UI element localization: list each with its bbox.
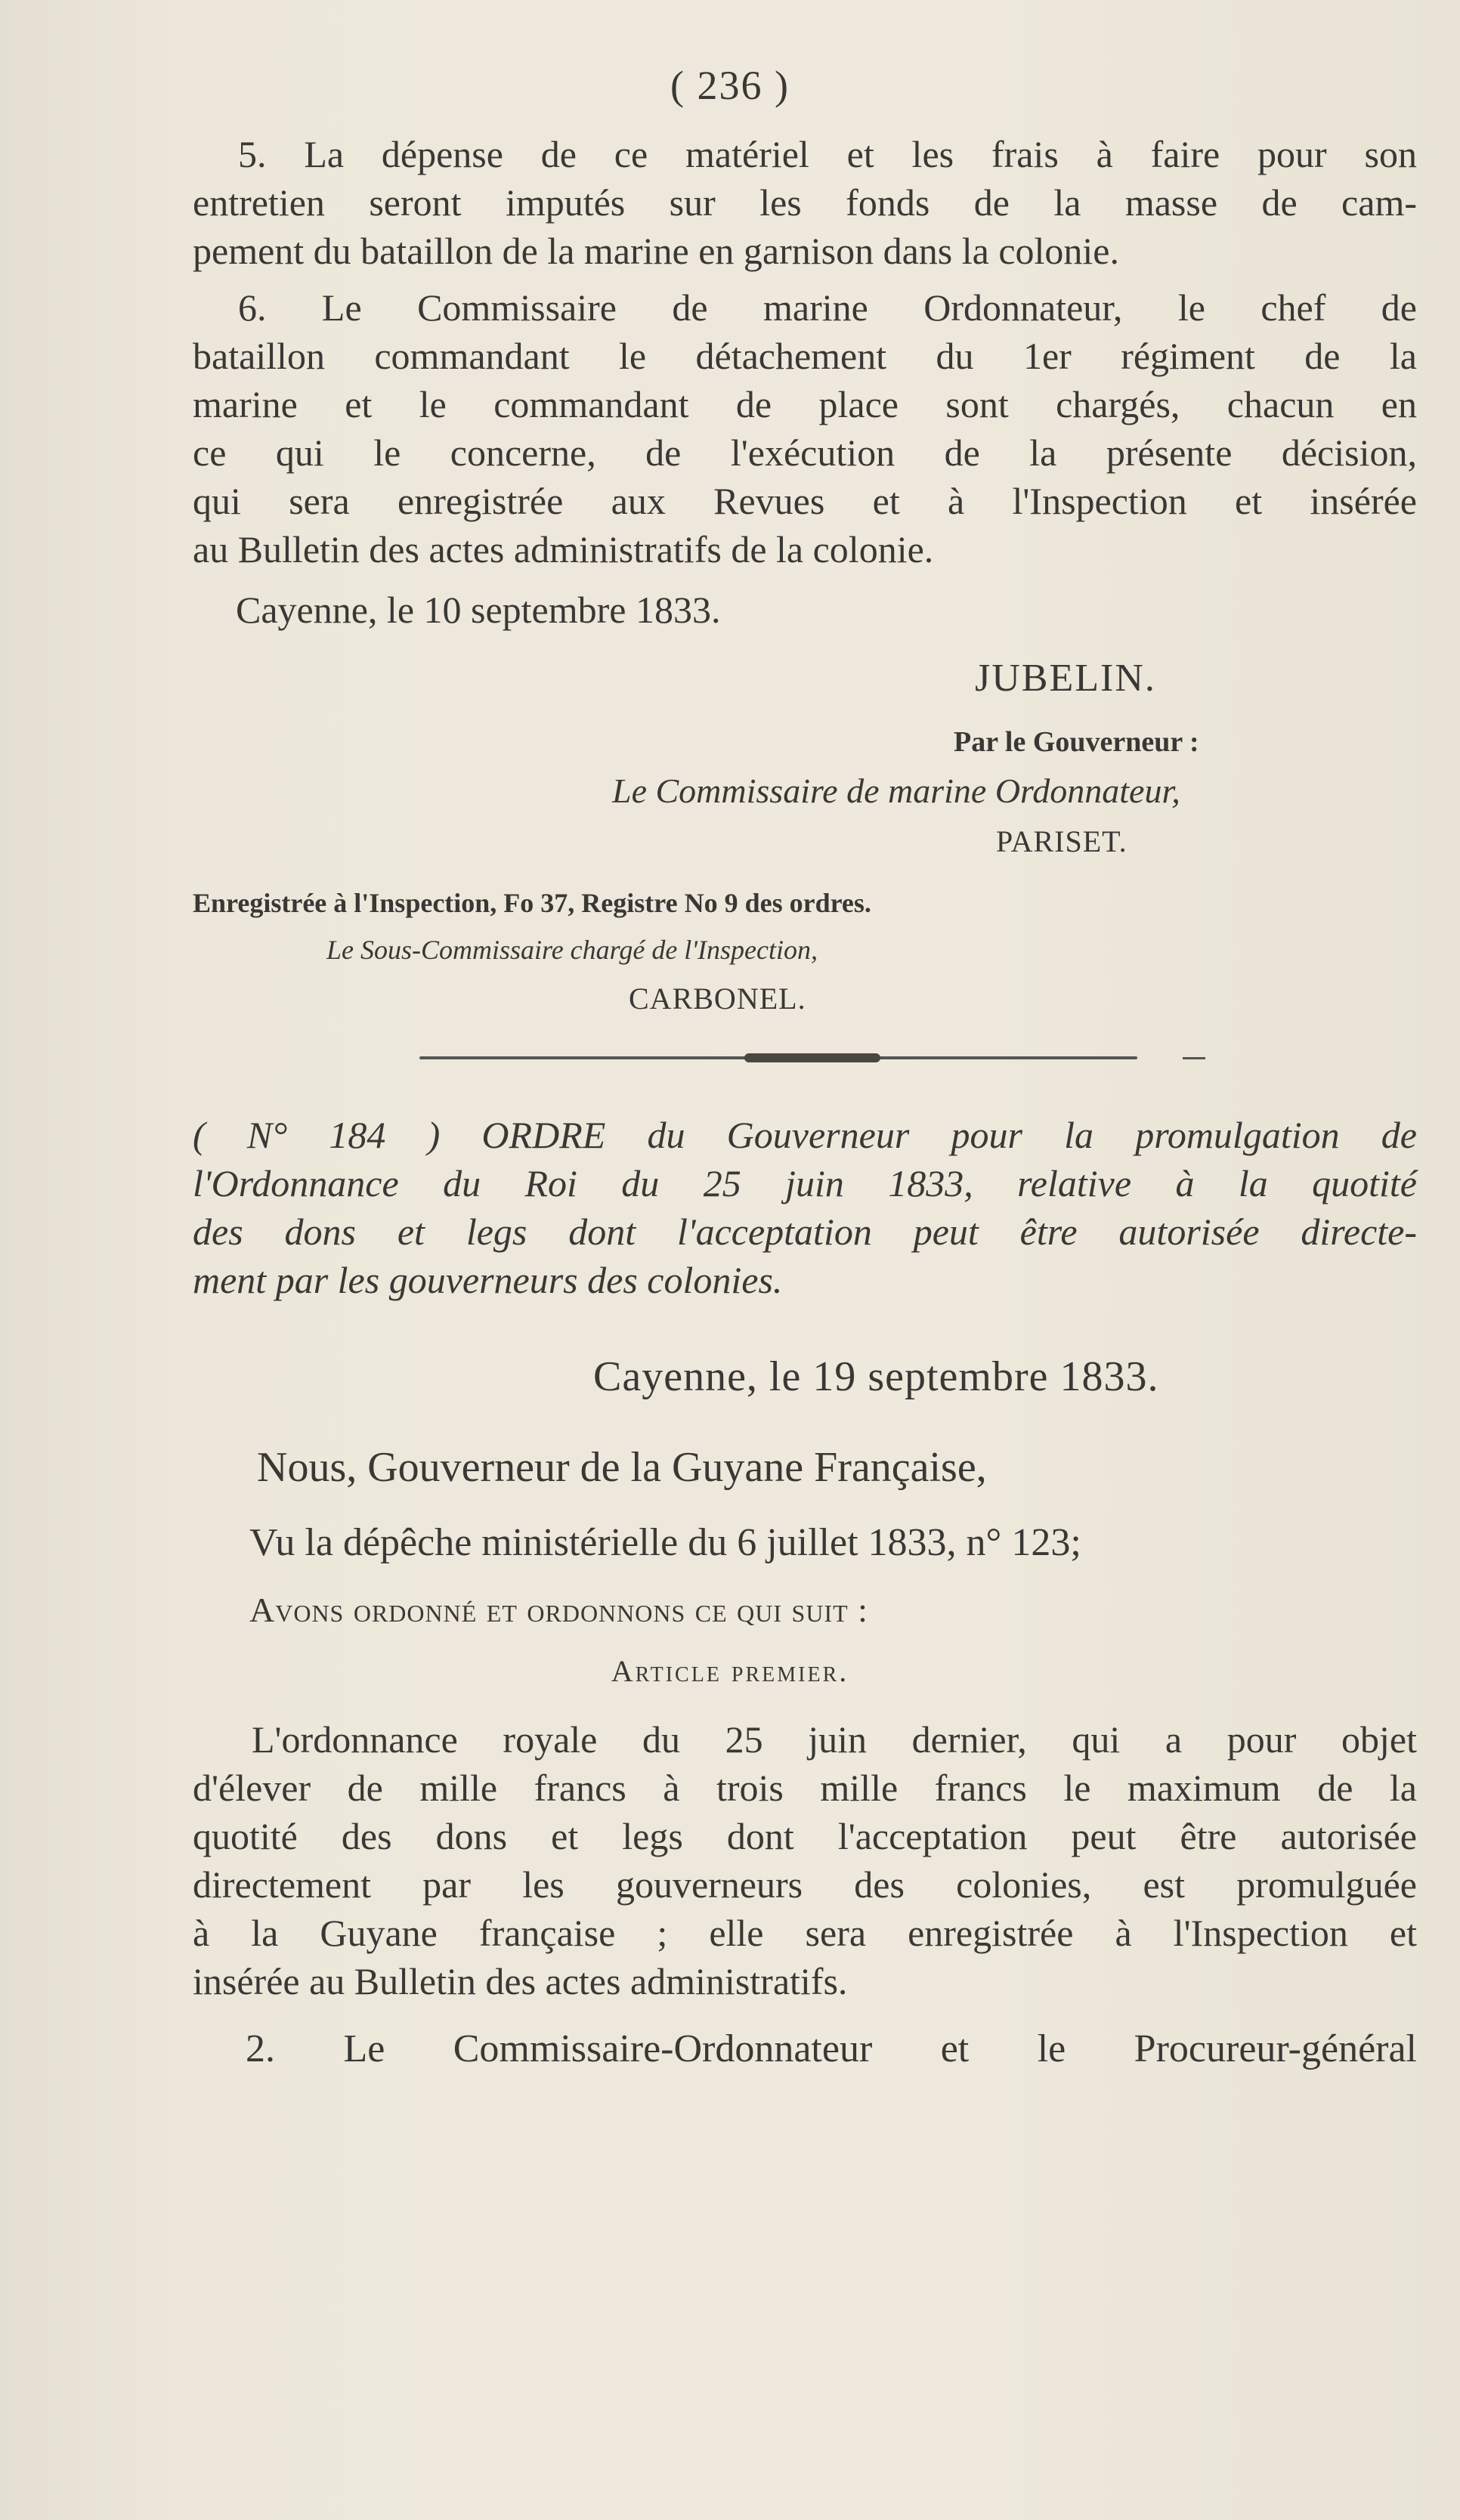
art6-line: bataillon commandant le détachement du 1er régiment de la [193,335,1417,377]
art6-line: 6. Le Commissaire de marine Ordonnateur, le chef de [238,286,1417,329]
art6-line: marine et le commandant de place sont chargés, chacun en [193,383,1417,425]
art5-line: 5. La dépense de ce matériel et les frais à faire pour son [238,133,1417,175]
ordre-line [193,1159,1417,1207]
art5-line: pement du bataillon de la marine en garnison dans la colonie. [193,230,1120,272]
art5-line: entretien seront imputés sur les fonds de la masse de cam- [193,181,1417,224]
commissaire-title [612,771,1180,811]
separator-dash [1183,1057,1205,1059]
date-2: Cayenne, le 19 septembre 1833. [593,1353,1159,1400]
art6-line: qui sera enregistrée aux Revues et à l'Inspection et insérée [193,480,1417,522]
par-le-gouverneur: Par le Gouverneur : [954,726,1199,758]
commissaire-title-text: Le Commissaire de marine Ordonnateur, [612,771,1180,810]
art1-line: insérée au Bulletin des actes administratifs. [193,1960,848,2002]
art1-line: L'ordonnance royale du 25 juin dernier, qui a pour objet [252,1718,1417,1761]
art6-line: ce qui le concerne, de l'exécution de la présente décision, [193,431,1417,474]
ordre-line-text: ( N° 184 ) ORDRE du Gouverneur pour la promulgation de [193,1114,1417,1156]
registration-line: Enregistrée à l'Inspection, Fo 37, Registre No 9 des ordres. [193,888,871,918]
separator-rule [419,1056,1137,1059]
date-1: Cayenne, le 10 septembre 1833. [236,589,721,631]
article-1 [193,1715,1417,2005]
art1-line: directement par les gouverneurs des colonies, est promulguée [193,1863,1417,1906]
art1-line: quotité des dons et legs dont l'acceptation peut être autorisée [193,1815,1417,1857]
signatory-carbonel: CARBONEL. [629,982,806,1016]
ordre-line-text: l'Ordonnance du Roi du 25 juin 1833, relative à la quotité [193,1162,1417,1204]
page-number: ( 236 ) [670,63,790,108]
signatory-jubelin: JUBELIN. [975,657,1156,700]
article-5 [193,130,1417,275]
avons-line: Avons ordonné et ordonnons ce qui suit : [249,1591,868,1629]
sous-commissaire-title [326,934,818,966]
art2-line: 2. Le Commissaire-Ordonnateur et le Procureur-général [246,2027,1417,2070]
ordre-line [193,1256,1417,1304]
ordre-line [193,1111,1417,1159]
ordre-heading [193,1111,1417,1304]
article-premier: Article premier. [611,1654,849,1688]
art6-line: au Bulletin des actes administratifs de la colonie. [193,528,934,570]
article-2 [193,2025,1417,2073]
signatory-pariset: PARISET. [996,824,1127,858]
ordre-line [193,1207,1417,1256]
ordre-line-text: des dons et legs dont l'acceptation peut être autorisée directe- [193,1211,1417,1253]
art1-line: à la Guyane française ; elle sera enregistrée à l'Inspection et [193,1912,1417,1954]
article-6 [193,283,1417,574]
ordre-line-text: ment par les gouverneurs des colonies. [193,1259,783,1301]
sous-commissaire-title-text: Le Sous-Commissaire chargé de l'Inspection, [326,935,818,965]
vu-line: Vu la dépêche ministérielle du 6 juillet 1833, n° 123; [249,1521,1081,1564]
nous-line: Nous, Gouverneur de la Guyane Française, [257,1444,987,1491]
art1-line: d'élever de mille francs à trois mille francs le maximum de la [193,1767,1417,1809]
